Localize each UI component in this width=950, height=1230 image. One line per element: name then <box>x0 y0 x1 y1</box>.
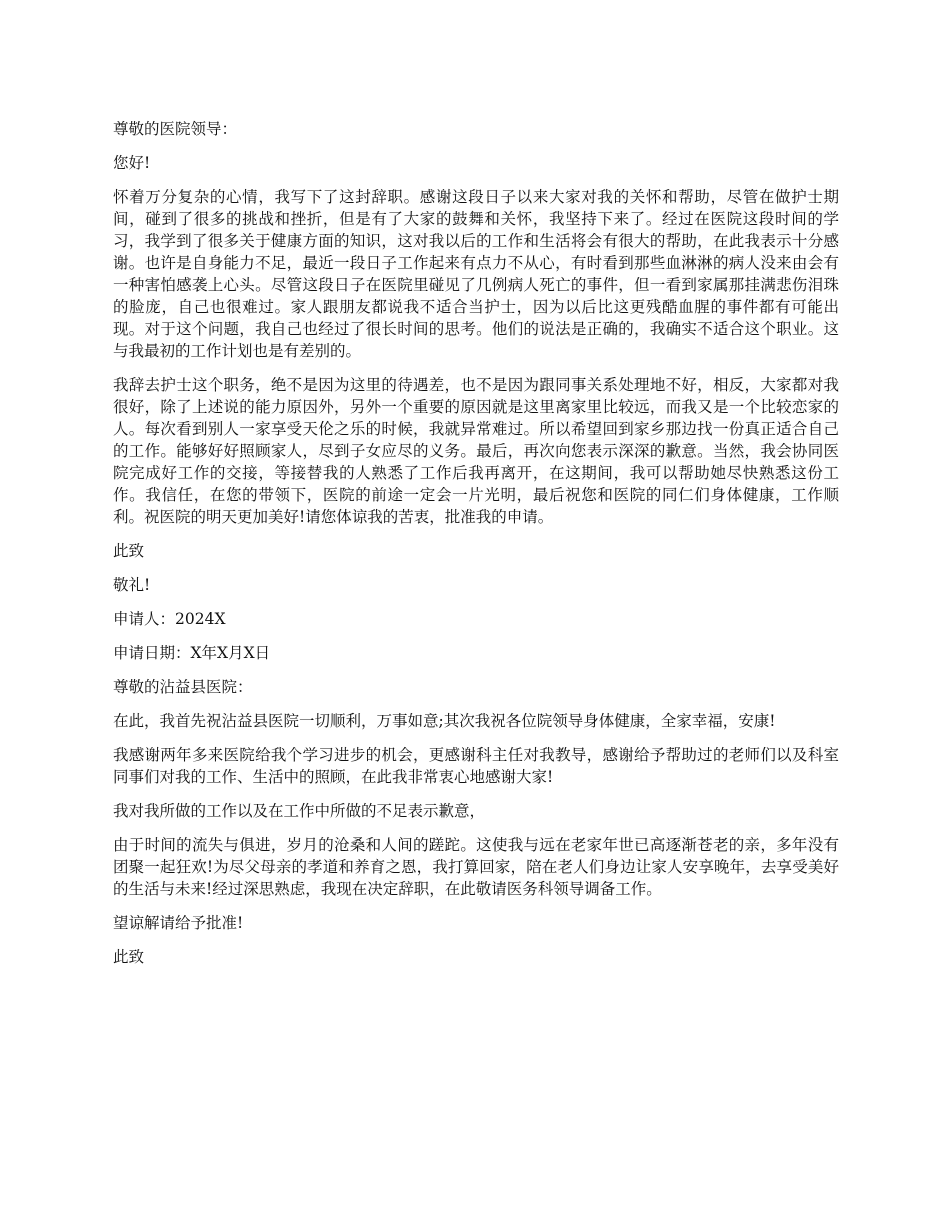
salutation-1: 尊敬的医院领导： <box>113 120 238 138</box>
applicant-line: 申请人：2024X <box>113 610 226 628</box>
body-paragraph-4: 我感谢两年多来医院给我个学习进步的机会，更感谢科主任对我教导，感谢给予帮助过的老师们以及科室同事们对我的工作、生活中的照顾，在此我非常衷心地感谢大家! <box>113 746 839 786</box>
closing-3: 此致 <box>113 948 145 966</box>
request-line: 望谅解请给予批准! <box>113 914 244 932</box>
body-paragraph-1: 怀着万分复杂的心情，我写下了这封辞职。感谢这段日子以来大家对我的关怀和帮助，尽管在做护士期间，碰到了很多的挑战和挫折，但是有了大家的鼓舞和关怀，我坚持下来了。经过在医院这段时间的学习，我学到了很多关于健康方面的知识，这对我以后的工作和生活将会有很大的帮助，在此我表示十分感谢。也许是自身能力不足，最近一段日子工作起来有点力不从心，有时看到那些血淋淋的病人没来由会有一种害怕感袭上心头。尽管这段日子在医院里碰见了几例病人死亡的事件，但一看到家属那挂满悲伤泪珠的脸庞，自己也很难过。家人跟朋友都说我不适合当护士，因为以后比这更残酷血腥的事件都有可能出现。对于这个问题，我自己也经过了很长时间的思考。他们的说法是正确的，我确实不适合这个职业。这与我最初的工作计划也是有差别的。 <box>113 188 839 360</box>
document-page <box>113 118 839 980</box>
greeting: 您好! <box>113 154 151 172</box>
body-paragraph-6: 由于时间的流失与俱进，岁月的沧桑和人间的蹉跎。这使我与远在老家年世已高逐渐苍老的亲，多年没有团聚一起狂欢!为尽父母亲的孝道和养育之恩，我打算回家，陪在老人们身边让家人安享晚年，去享受美好的生活与未来!经过深思熟虑，我现在决定辞职，在此敬请医务科领导调备工作。 <box>113 836 839 898</box>
closing-2: 敬礼! <box>113 576 151 594</box>
body-paragraph-5: 我对我所做的工作以及在工作中所做的不足表示歉意， <box>113 802 486 820</box>
body-paragraph-2: 我辞去护士这个职务，绝不是因为这里的待遇差，也不是因为跟同事关系处理地不好，相反，大家都对我很好，除了上述说的能力原因外，另外一个重要的原因就是这里离家里比较远，而我又是一个比较恋家的人。每次看到别人一家享受天伦之乐的时候，我就异常难过。所以希望回到家乡那边找一份真正适合自己的工作。能够好好照顾家人，尽到子女应尽的义务。最后，再次向您表示深深的歉意。当然，我会协同医院完成好工作的交接，等接替我的人熟悉了工作后我再离开，在这期间，我可以帮助她尽快熟悉这份工作。我信任，在您的带领下，医院的前途一定会一片光明，最后祝您和医院的同仁们身体健康，工作顺利。祝医院的明天更加美好!请您体谅我的苦衷，批准我的申请。 <box>113 376 839 526</box>
body-paragraph-3: 在此，我首先祝沾益县医院一切顺利，万事如意;其次我祝各位院领导身体健康，全家幸福，安康! <box>113 712 776 730</box>
application-date-line: 申请日期：X年X月X日 <box>113 644 271 662</box>
closing-1: 此致 <box>113 542 145 560</box>
salutation-2: 尊敬的沾益县医院： <box>113 678 253 696</box>
